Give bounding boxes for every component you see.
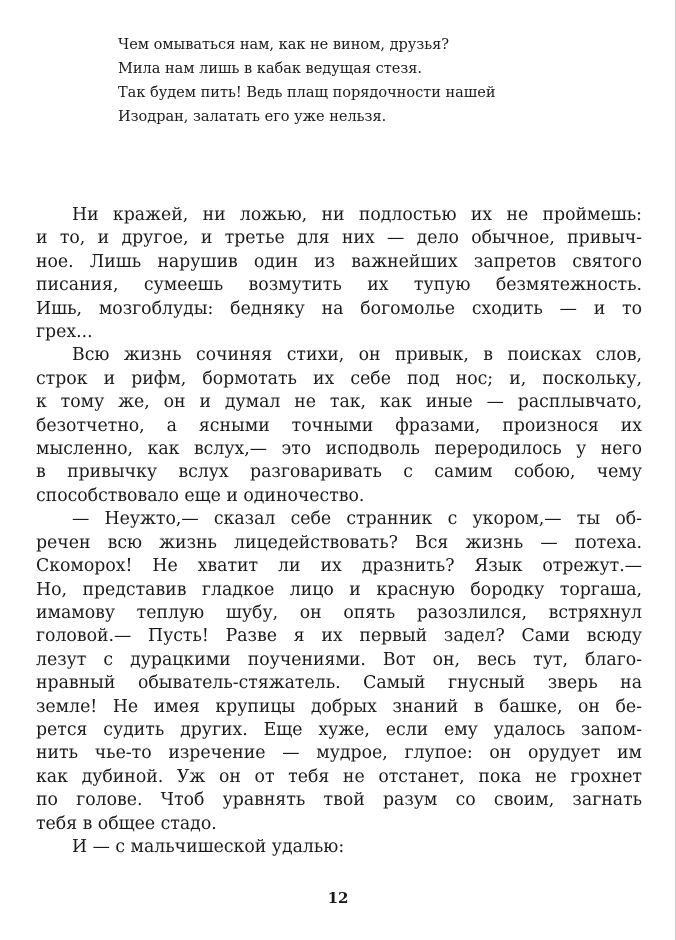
prose-line: — Неужто,— сказал себе странник с укором,— ты об- [72, 509, 642, 530]
prose-line: Ни кражей, ни ложью, ни подлостью их не проймешь: [72, 205, 642, 225]
prose-line: писания, сумеешь возмутить их тупую безмятежность. [36, 275, 642, 296]
prose-line: головой.— Пусть! Разве я их первый задел? Сами всюду [36, 626, 642, 647]
prose-line: способствовало еще и одиночество. [36, 485, 365, 506]
prose-line: тебя в общее стадо. [36, 813, 217, 834]
poem-line: Изодран, залатать его уже нельзя. [118, 109, 387, 125]
page-number: 12 [327, 889, 349, 907]
prose-line: Ишь, мозгоблуды: бедняку на богомолье сходить — и то [36, 298, 642, 319]
prose-text [36, 204, 642, 859]
prose-line: безотчетно, а ясными точными фразами, произнося их [36, 415, 642, 436]
prose-line: Но, представив гладкое лицо и красную бородку торгаша, [36, 579, 642, 600]
prose-line: как дубиной. Уж он от тебя не отстанет, пока не грохнет [36, 766, 642, 787]
prose-line: Всю жизнь сочиняя стихи, он привык, в поисках слов, [72, 345, 642, 366]
prose-line: нить чье-то изречение — мудрое, глупое: он орудует им [36, 743, 642, 764]
prose-line: Скоморох! Не хватит ли их дразнить? Язык отрежут.— [36, 556, 642, 577]
prose-line: рется судить других. Еще хуже, если ему удалось запом- [36, 719, 642, 740]
prose-line: имамову теплую шубу, он опять разозлился, встряхнул [36, 602, 642, 623]
prose-line: лезут с дурацкими поучениями. Вот он, весь тут, благо- [36, 649, 642, 670]
poem-line: Чем омываться нам, как не вином, друзья? [118, 37, 450, 53]
prose-line: в привычку вслух разговаривать с самим собою, чему [36, 462, 642, 483]
poem-line: Так будем пить! Ведь плащ порядочности нашей [118, 85, 496, 101]
prose-line: речен всю жизнь лицедействовать? Вся жизнь — потеха. [36, 532, 642, 553]
prose-line: нравный обыватель-стяжатель. Самый гнусный зверь на [36, 673, 642, 694]
prose-line: земле! Не имея крупицы добрых знаний в башке, он бе- [36, 696, 642, 717]
prose-line: к тому же, он и думал не так, как иные — расплывчато, [36, 392, 642, 413]
prose-line: и то, и другое, и третье для них — дело обычное, привыч- [36, 228, 642, 249]
poem-stanza [118, 33, 558, 129]
prose-line: ное. Лишь нарушив один из важнейших запретов святого [36, 251, 642, 272]
prose-line: мысленно, как вслух,— это исподволь переродилось у него [36, 439, 642, 460]
prose-line: строк и рифм, бормотать их себе под нос; и, поскольку, [36, 368, 642, 389]
poem-line: Мила нам лишь в кабак ведущая стезя. [118, 61, 423, 77]
prose-line: грех... [36, 322, 93, 343]
prose-line: по голове. Чтоб уравнять твой разум со своим, загнать [36, 790, 642, 811]
prose-line: И — с мальчишеской удалью: [72, 836, 345, 857]
